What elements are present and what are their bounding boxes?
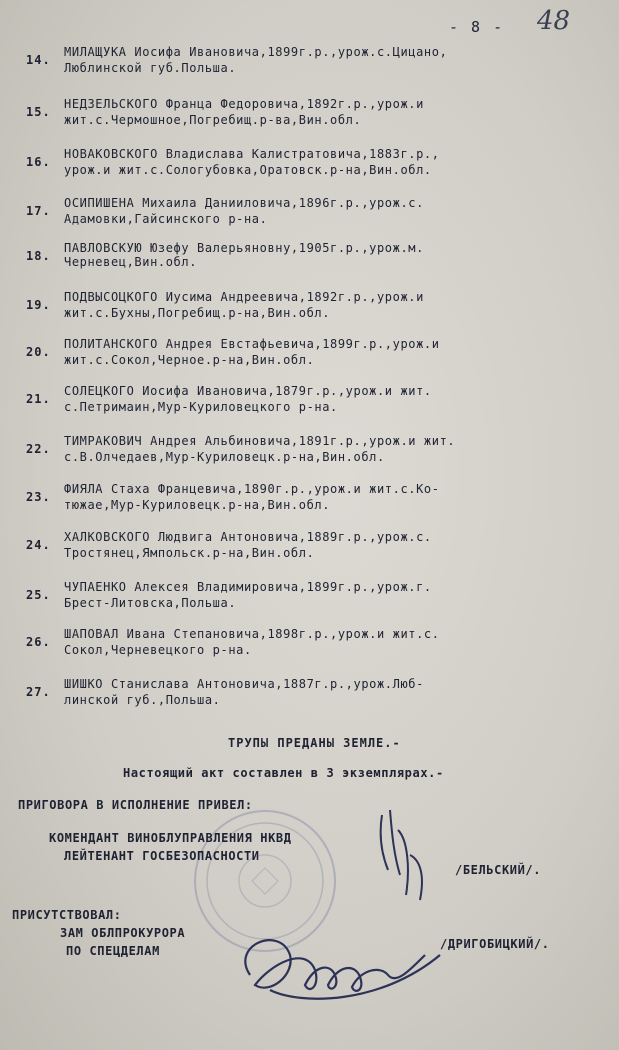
entry-line-1: ПОДВЫСОЦКОГО Иусима Андреевича,1892г.р.,урож.и bbox=[64, 290, 424, 304]
entry-number: 25. bbox=[26, 588, 51, 602]
entry-item bbox=[0, 147, 619, 187]
page-number: - 8 - bbox=[449, 18, 505, 36]
prosecutor-title-line1: ЗАМ ОБЛПРОКУРОРА bbox=[60, 926, 186, 940]
entry-number: 17. bbox=[26, 204, 51, 218]
bodies-buried-line: ТРУПЫ ПРЕДАНЫ ЗЕМЛЕ.- bbox=[228, 736, 401, 750]
act-copies-line: Настоящий акт составлен в 3 экземплярах.- bbox=[123, 766, 444, 780]
entry-line-2: линской губ.,Польша. bbox=[64, 693, 221, 707]
entry-number: 15. bbox=[26, 105, 51, 119]
entry-line-2: урож.и жит.с.Сологубовка,Оратовск.р-на,Вин.обл. bbox=[64, 163, 432, 177]
entry-line-1: МИЛАЩУКА Иосифа Ивановича,1899г.р.,урож.с.Цицано, bbox=[64, 45, 448, 59]
entry-item bbox=[0, 337, 619, 377]
entry-number: 27. bbox=[26, 685, 51, 699]
entry-line-1: ПОЛИТАНСКОГО Андрея Евстафьевича,1899г.р.,урож.и bbox=[64, 337, 440, 351]
entry-item bbox=[0, 45, 619, 85]
entry-item bbox=[0, 241, 619, 281]
entry-number: 26. bbox=[26, 635, 51, 649]
entry-line-2: с.В.Олчедаев,Мур-Куриловецк.р-на,Вин.обл. bbox=[64, 450, 385, 464]
entry-line-2: жит.с.Бухны,Погребищ.р-на,Вин.обл. bbox=[64, 306, 331, 320]
entry-number: 14. bbox=[26, 53, 51, 67]
entry-line-2: Черневец,Вин.обл. bbox=[64, 255, 198, 269]
entry-line-2: Брест-Литовска,Польша. bbox=[64, 596, 237, 610]
entry-item bbox=[0, 530, 619, 570]
entry-item bbox=[0, 290, 619, 330]
entry-line-1: ХАЛКОВСКОГО Людвига Антоновича,1889г.р.,урож.с. bbox=[64, 530, 432, 544]
entry-item bbox=[0, 434, 619, 474]
entry-item bbox=[0, 677, 619, 717]
entry-line-1: ШАПОВАЛ Ивана Степановича,1898г.р.,урож.и жит.с. bbox=[64, 627, 440, 641]
commandant-title-line1: КОМЕНДАНТ ВИНОБЛУПРАВЛЕНИЯ НКВД bbox=[49, 831, 292, 845]
entry-number: 22. bbox=[26, 442, 51, 456]
entry-line-2: Тростянец,Ямпольск.р-на,Вин.обл. bbox=[64, 546, 315, 560]
prosecutor-signature bbox=[210, 915, 460, 1025]
prosecutor-name: /ДРИГОБИЦКИЙ/. bbox=[440, 937, 550, 951]
present-label: ПРИСУТСТВОВАЛ: bbox=[12, 908, 122, 922]
entry-item bbox=[0, 482, 619, 522]
entry-line-2: Сокол,Черневецкого р-на. bbox=[64, 643, 252, 657]
entry-number: 19. bbox=[26, 298, 51, 312]
handwritten-page-number: 48 bbox=[537, 6, 571, 36]
entry-line-1: НЕДЗЕЛЬСКОГО Франца Федоровича,1892г.р.,урож.и bbox=[64, 97, 424, 111]
entry-number: 24. bbox=[26, 538, 51, 552]
entry-item bbox=[0, 627, 619, 667]
commandant-signature bbox=[370, 800, 440, 910]
entry-line-1: СОЛЕЦКОГО Иосифа Ивановича,1879г.р.,урож.и жит. bbox=[64, 384, 432, 398]
sentence-executed-line: ПРИГОВОРА В ИСПОЛНЕНИЕ ПРИВЕЛ: bbox=[18, 798, 253, 812]
entry-line-1: ЧУПАЕНКО Алексея Владимировича,1899г.р.,урож.г. bbox=[64, 580, 432, 594]
entry-line-2: тюжае,Мур-Куриловецк.р-на,Вин.обл. bbox=[64, 498, 331, 512]
entry-item bbox=[0, 97, 619, 137]
entry-number: 23. bbox=[26, 490, 51, 504]
entry-line-2: с.Петримаин,Мур-Куриловецкого р-на. bbox=[64, 400, 338, 414]
commandant-name: /БЕЛЬСКИЙ/. bbox=[455, 863, 542, 877]
entry-line-2: жит.с.Сокол,Черное.р-на,Вин.обл. bbox=[64, 353, 315, 367]
entry-item bbox=[0, 384, 619, 424]
entry-number: 21. bbox=[26, 392, 51, 406]
entry-item bbox=[0, 580, 619, 620]
entry-line-1: ОСИПИШЕНА Михаила Данииловича,1896г.р.,урож.с. bbox=[64, 196, 424, 210]
entry-line-1: ШИШКО Станислава Антоновича,1887г.р.,урож.Люб- bbox=[64, 677, 424, 691]
entry-line-1: ТИМРАКОВИЧ Андрея Альбиновича,1891г.р.,урож.и жит. bbox=[64, 434, 456, 448]
entry-number: 20. bbox=[26, 345, 51, 359]
entry-line-1: НОВАКОВСКОГО Владислава Калистратовича,1883г.р., bbox=[64, 147, 440, 161]
entry-line-2: Люблинской губ.Польша. bbox=[64, 61, 237, 75]
entry-line-1: ПАВЛОВСКУЮ Юзефу Валерьяновну,1905г.р.,урож.м. bbox=[64, 241, 424, 255]
entry-number: 18. bbox=[26, 249, 51, 263]
entry-line-2: Адамовки,Гайсинского р-на. bbox=[64, 212, 268, 226]
entry-line-1: ФИЯЛА Стаха Францевича,1890г.р.,урож.и жит.с.Ко- bbox=[64, 482, 440, 496]
entry-item bbox=[0, 196, 619, 236]
prosecutor-title-line2: ПО СПЕЦДЕЛАМ bbox=[66, 944, 160, 958]
entry-line-2: жит.с.Чермошное,Погребищ.р-ва,Вин.обл. bbox=[64, 113, 362, 127]
entry-number: 16. bbox=[26, 155, 51, 169]
commandant-title-line2: ЛЕЙТЕНАНТ ГОСБЕЗОПАСНОСТИ bbox=[64, 849, 260, 863]
